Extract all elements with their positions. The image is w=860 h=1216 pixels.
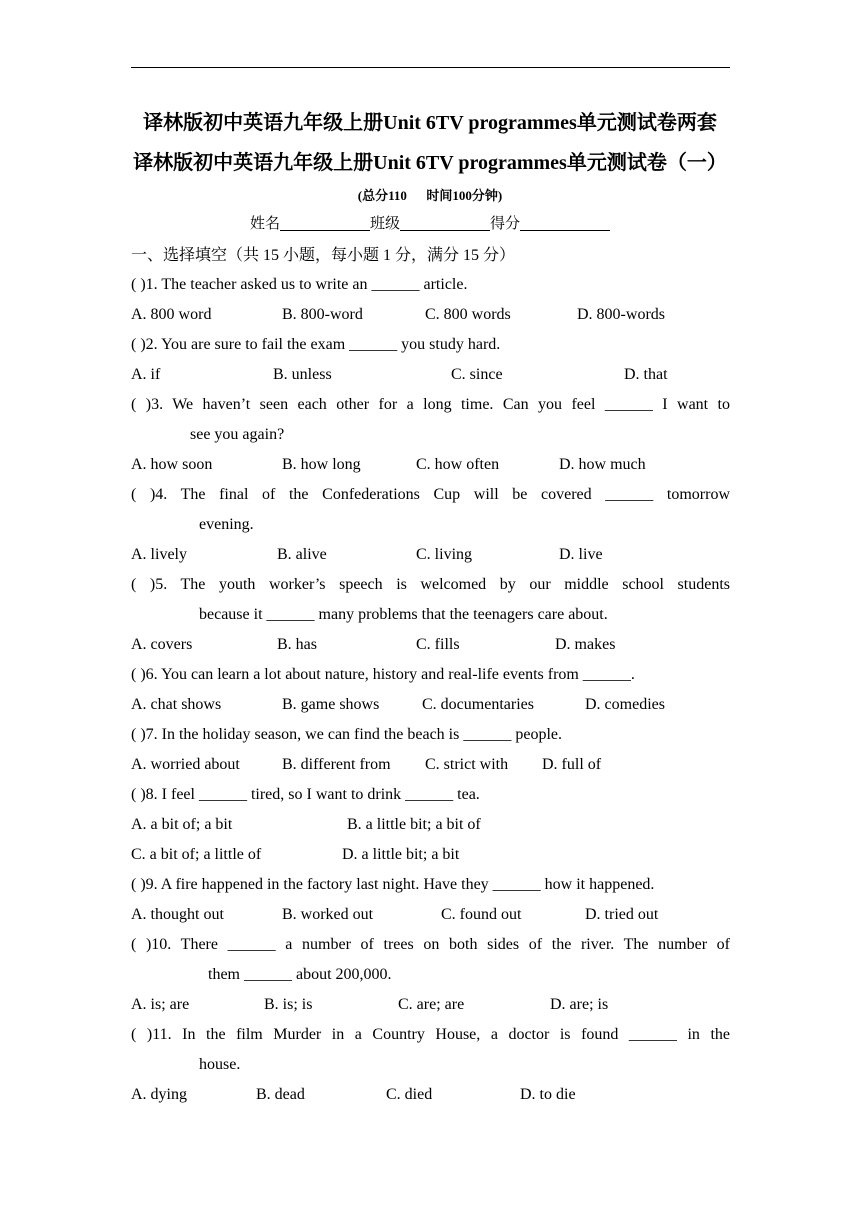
class-label: 班级: [369, 216, 400, 232]
q5-option-b: B. has: [277, 636, 317, 653]
paper-title: 译林版初中英语九年级上册Unit 6TV programmes单元测试卷（一）: [133, 152, 727, 174]
q9-option-a: A. thought out: [131, 906, 224, 923]
q9-option-b: B. worked out: [282, 906, 374, 923]
class-blank[interactable]: [400, 215, 490, 231]
q5-option-a: A. covers: [131, 636, 193, 653]
q1-option-b: B. 800-word: [282, 306, 363, 323]
q11-option-d: D. to die: [520, 1086, 576, 1103]
question-5-stem-cont: because it ______ many problems that the teenagers care about.: [199, 606, 608, 623]
question-3-stem: ( )3. We haven’t seen each other for a long time. Can you feel ______ I want to: [131, 396, 730, 413]
question-10-stem-cont: them ______ about 200,000.: [208, 966, 392, 983]
student-info-row: [0, 212, 860, 233]
section-heading: 一、选择填空（共 15 小题，每小题 1 分，满分 15 分）: [131, 247, 516, 264]
q11-option-b: B. dead: [256, 1086, 305, 1103]
question-3-stem-cont: see you again?: [190, 426, 285, 443]
q4-option-d: D. live: [559, 546, 603, 563]
q2-option-a: A. if: [131, 366, 161, 383]
q7-option-d: D. full of: [542, 756, 602, 773]
q5-option-c: C. fills: [416, 636, 460, 653]
q3-option-a: A. how soon: [131, 456, 213, 473]
score-blank[interactable]: [520, 215, 610, 231]
q2-option-d: D. that: [624, 366, 668, 383]
q8-option-a: A. a bit of; a bit: [131, 816, 233, 833]
q3-option-c: C. how often: [416, 456, 500, 473]
q7-option-c: C. strict with: [425, 756, 509, 773]
q7-option-a: A. worried about: [131, 756, 240, 773]
q4-option-a: A. lively: [131, 546, 187, 563]
question-1-stem: ( )1. The teacher asked us to write an ______ article.: [131, 276, 468, 293]
q5-option-d: D. makes: [555, 636, 616, 653]
q6-option-d: D. comedies: [585, 696, 665, 713]
doc-title: 译林版初中英语九年级上册Unit 6TV programmes单元测试卷两套: [143, 112, 717, 134]
question-11-stem-cont: house.: [199, 1056, 241, 1073]
q2-option-b: B. unless: [273, 366, 332, 383]
q9-option-c: C. found out: [441, 906, 522, 923]
q4-option-b: B. alive: [277, 546, 327, 563]
question-4-stem-cont: evening.: [199, 516, 254, 533]
q1-option-c: C. 800 words: [425, 306, 511, 323]
q11-option-c: C. died: [386, 1086, 433, 1103]
q1-option-a: A. 800 word: [131, 306, 212, 323]
question-8-stem: ( )8. I feel ______ tired, so I want to drink ______ tea.: [131, 786, 480, 803]
header-rule: [131, 67, 730, 68]
q10-option-d: D. are; is: [550, 996, 609, 1013]
question-10-stem: ( )10. There ______ a number of trees on both sides of the river. The number of: [131, 936, 730, 953]
score-label: 得分: [490, 216, 521, 232]
question-9-stem: ( )9. A fire happened in the factory last night. Have they ______ how it happened.: [131, 876, 655, 893]
q8-option-d: D. a little bit; a bit: [342, 846, 460, 863]
q9-option-d: D. tried out: [585, 906, 659, 923]
q6-option-c: C. documentaries: [422, 696, 534, 713]
q8-option-b: B. a little bit; a bit of: [347, 816, 481, 833]
q11-option-a: A. dying: [131, 1086, 187, 1103]
q6-option-b: B. game shows: [282, 696, 380, 713]
q10-option-b: B. is; is: [264, 996, 313, 1013]
name-blank[interactable]: [280, 215, 370, 231]
q3-option-d: D. how much: [559, 456, 646, 473]
q10-option-c: C. are; are: [398, 996, 465, 1013]
q3-option-b: B. how long: [282, 456, 361, 473]
paper-subtitle: (总分110 时间100分钟): [357, 188, 503, 203]
q7-option-b: B. different from: [282, 756, 391, 773]
q10-option-a: A. is; are: [131, 996, 190, 1013]
name-label: 姓名: [249, 216, 280, 232]
question-4-stem: ( )4. The final of the Confederations Cup will be covered ______ tomorrow: [131, 486, 730, 503]
q8-option-c: C. a bit of; a little of: [131, 846, 262, 863]
q1-option-d: D. 800-words: [577, 306, 665, 323]
question-11-stem: ( )11. In the film Murder in a Country House, a doctor is found ______ in the: [131, 1026, 730, 1043]
question-7-stem: ( )7. In the holiday season, we can find the beach is ______ people.: [131, 726, 562, 743]
question-5-stem: ( )5. The youth worker’s speech is welcomed by our middle school students: [131, 576, 730, 593]
q4-option-c: C. living: [416, 546, 473, 563]
question-6-stem: ( )6. You can learn a lot about nature, history and real-life events from ______.: [131, 666, 635, 683]
q6-option-a: A. chat shows: [131, 696, 222, 713]
question-2-stem: ( )2. You are sure to fail the exam ______ you study hard.: [131, 336, 501, 353]
q2-option-c: C. since: [451, 366, 503, 383]
